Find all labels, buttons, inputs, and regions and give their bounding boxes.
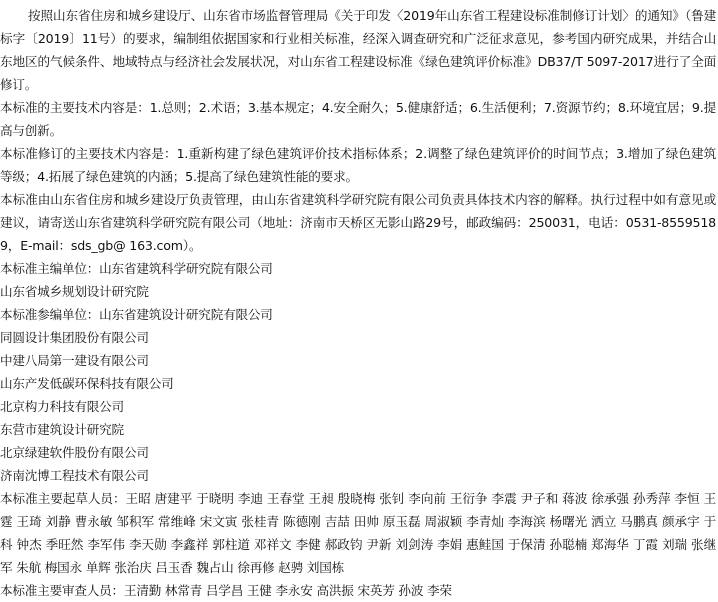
participating-unit-4: 山东产发低碳环保科技有限公司 [0, 376, 174, 391]
revision-technical-content: 本标准修订的主要技术内容是：1.重新构建了绿色建筑评价技术指标体系；2.调整了绿色建筑评价的时间节点；3.增加了绿色建筑等级；4.拓展了绿色建筑的内涵；5.提高了绿色建筑性能的要求。 [0, 146, 716, 184]
main-technical-content: 本标准的主要技术内容是：1.总则；2.术语；3.基本规定；4.安全耐久；5.健康舒适；6.生活便利；7.资源节约；8.环境宜居；9.提高与创新。 [0, 100, 716, 138]
management-and-contact: 本标准由山东省住房和城乡建设厅负责管理，由山东省建筑科学研究院有限公司负责具体技术内容的解释。执行过程中如有意见或建议，请寄送山东省建筑科学研究院有限公司（地址：济南市天桥区无影山路29号，邮政编码：250031，电话：0531-85595189，E-mail：sds_gb@ 163.com）。 [0, 192, 716, 253]
participating-unit: 本标准参编单位：山东省建筑设计研究院有限公司 [0, 307, 273, 322]
intro-paragraph: 按照山东省住房和城乡建设厅、山东省市场监督管理局《关于印发〈2019年山东省工程建设标准制修订计划〉的通知》（鲁建标字〔2019〕11号）的要求，编制组依据国家和行业相关标准，经深入调查研究和广泛征求意见，参考国内研究成果，并结合山东地区的气候条件、地域特点与经济社会发展状况，对山东省工程建设标准《绿色建筑评价标准》DB37/T 5097-2017进行了全面修订。 [0, 8, 716, 92]
participating-unit-7: 北京绿建软件股份有限公司 [0, 445, 149, 460]
participating-unit-8: 济南沈博工程技术有限公司 [0, 468, 149, 483]
participating-unit-6: 东营市建筑设计研究院 [0, 422, 124, 437]
participating-unit-2: 同圆设计集团股份有限公司 [0, 330, 149, 345]
participating-unit-5: 北京构力科技有限公司 [0, 399, 124, 414]
chief-editor-unit: 本标准主编单位：山东省建筑科学研究院有限公司 [0, 261, 273, 276]
main-reviewers: 本标准主要审查人员：王清勤 林常青 吕学昌 王健 李永安 高洪振 宋英芳 孙波 李荣 [0, 583, 452, 598]
participating-unit-3: 中建八局第一建设有限公司 [0, 353, 149, 368]
main-drafters: 本标准主要起草人员：王昭 唐建平 于晓明 李迪 王春堂 王昶 殷晓梅 张钊 李向前 王衍争 李震 尹子和 蒋波 徐承强 孙秀萍 李恒 王霆 王琦 刘静 曹永敏 邹积军 常维峰 宋文寅 张桂青 陈德刚 吉喆 田帅 原玉磊 周淑颖 李青灿 李海滨 杨曙光 洒立 马鹏真 颜承宇 于科 钟杰 季旺然 李军伟 李天勋 李鑫祥 郭柱道 邓祥文 李健 郝政钧 尹新 刘剑涛 李娟 惠鲑国 于保清 孙聪楠 郑海华 丁霞 刘瑞 张继军 朱航 梅国永 单辉 张治庆 吕玉香 魏占山 徐再修 赵骋 刘国栋 [0, 491, 716, 575]
chief-editor-unit-2: 山东省城乡规划设计研究院 [0, 284, 149, 299]
